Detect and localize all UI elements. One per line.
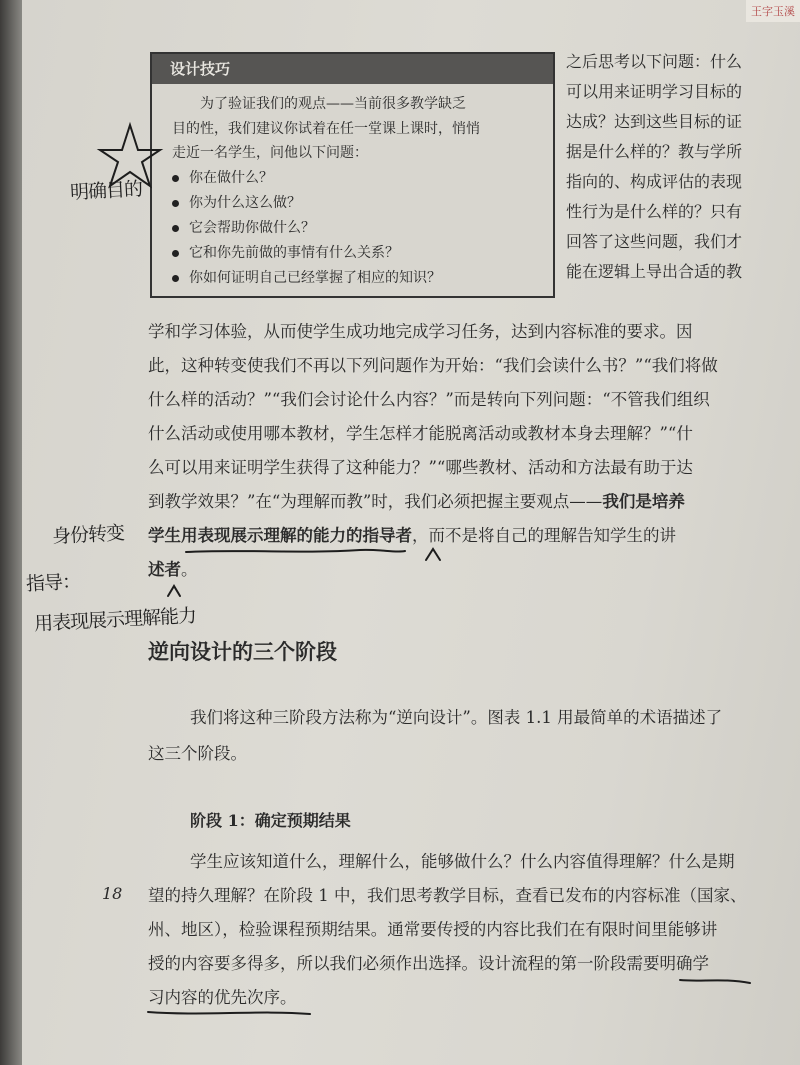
intro-line: 这三个阶段。 — [148, 744, 247, 763]
stage1-line: 州、地区），检验课程预期结果。通常要传授的内容比我们在有限时间里能够讲 — [148, 920, 718, 939]
body-line: 此，这种转变使我们不再以下列问题作为开始：“我们会读什么书？”“我们将做 — [148, 356, 718, 375]
tip-intro — [172, 92, 544, 166]
tip-question: 你在做什么？ — [172, 166, 544, 190]
tip-question: 你为什么这么做？ — [172, 191, 544, 215]
bullet-icon — [172, 275, 179, 282]
bullet-icon — [172, 175, 179, 182]
stage1-line: 学生应该知道什么，理解什么，能够做什么？什么内容值得理解？什么是期 — [190, 852, 735, 871]
stage1-line: 望的持久理解？在阶段 1 中，我们思考教学目标，查看已发布的内容标准（国家、 — [148, 886, 747, 905]
intro-line: 我们将这种三阶段方法称为“逆向设计”。图表 1.1 用最简单的术语描述了 — [190, 708, 723, 727]
bullet-icon — [172, 225, 179, 232]
side-text-line: 回答了这些问题，我们才 — [566, 232, 743, 251]
handwritten-note: 明确目的 — [69, 178, 143, 204]
design-tip-box — [150, 52, 555, 298]
side-text-line: 据是什么样的？教与学所 — [566, 142, 743, 161]
tip-intro-line: 为了验证我们的观点——当前很多教学缺乏 — [200, 96, 466, 112]
stage1-line: 习内容的优先次序。 — [148, 988, 297, 1007]
bullet-icon — [172, 250, 179, 257]
tip-intro-line: 走近一名学生，问他以下问题： — [172, 145, 368, 161]
key-point-bold: 述者 — [148, 560, 181, 579]
key-point-bold: 学生用表现展示理解的能力的指导者 — [148, 526, 412, 545]
side-text-line: 可以用来证明学习目标的 — [566, 82, 743, 101]
body-line: 学生用表现展示理解的能力的指导者，而不是将自己的理解告知学生的讲 — [148, 526, 676, 545]
corner-sticky-tab: 王字玉溪 — [746, 0, 800, 22]
side-text-line: 指向的、构成评估的表现 — [566, 172, 743, 191]
side-text-line: 性行为是什么样的？只有 — [566, 202, 743, 221]
book-spine-shadow — [0, 0, 22, 1065]
tip-question: 你如何证明自己已经掌握了相应的知识？ — [172, 266, 544, 290]
key-point-bold: 我们是培养 — [602, 492, 685, 511]
tip-intro-line: 目的性，我们建议你试着在任一堂课上课时，悄悄 — [172, 120, 480, 137]
side-text-line: 能在逻辑上导出合适的教 — [566, 262, 743, 281]
body-line: 么可以用来证明学生获得了这种能力？”“哪些教材、活动和方法最有助于达 — [148, 458, 693, 477]
page-number: 18 — [102, 884, 123, 903]
section-title: 逆向设计的三个阶段 — [148, 640, 337, 664]
tip-question: 它会帮助你做什么？ — [172, 216, 544, 240]
body-line: 述者。 — [148, 560, 198, 579]
bullet-icon — [172, 200, 179, 207]
handwritten-note: 用表现展示理解能力 — [33, 604, 197, 636]
tip-question: 它和你先前做的事情有什么关系？ — [172, 241, 544, 265]
handwritten-note: 指导： — [25, 570, 81, 596]
tip-box-title: 设计技巧 — [152, 54, 553, 84]
body-line: 到教学效果？”在“为理解而教”时，我们必须把握主要观点——我们是培养 — [148, 492, 685, 511]
handwritten-note: 身份转变 — [51, 522, 125, 548]
side-text-line: 达成？达到这些目标的证 — [566, 112, 743, 131]
side-text-line: 之后思考以下问题：什么 — [566, 52, 743, 71]
body-line: 学和学习体验，从而使学生成功地完成学习任务，达到内容标准的要求。因 — [148, 322, 693, 341]
stage1-title: 阶段 1：确定预期结果 — [190, 811, 351, 830]
body-line: 什么样的活动？”“我们会讨论什么内容？”而是转向下列问题：“不管我们组织 — [148, 390, 710, 409]
stage1-line: 授的内容要多得多，所以我们必须作出选择。设计流程的第一阶段需要明确学 — [148, 954, 709, 973]
body-line: 什么活动或使用哪本教材，学生怎样才能脱离活动或教材本身去理解？”“什 — [148, 424, 693, 443]
